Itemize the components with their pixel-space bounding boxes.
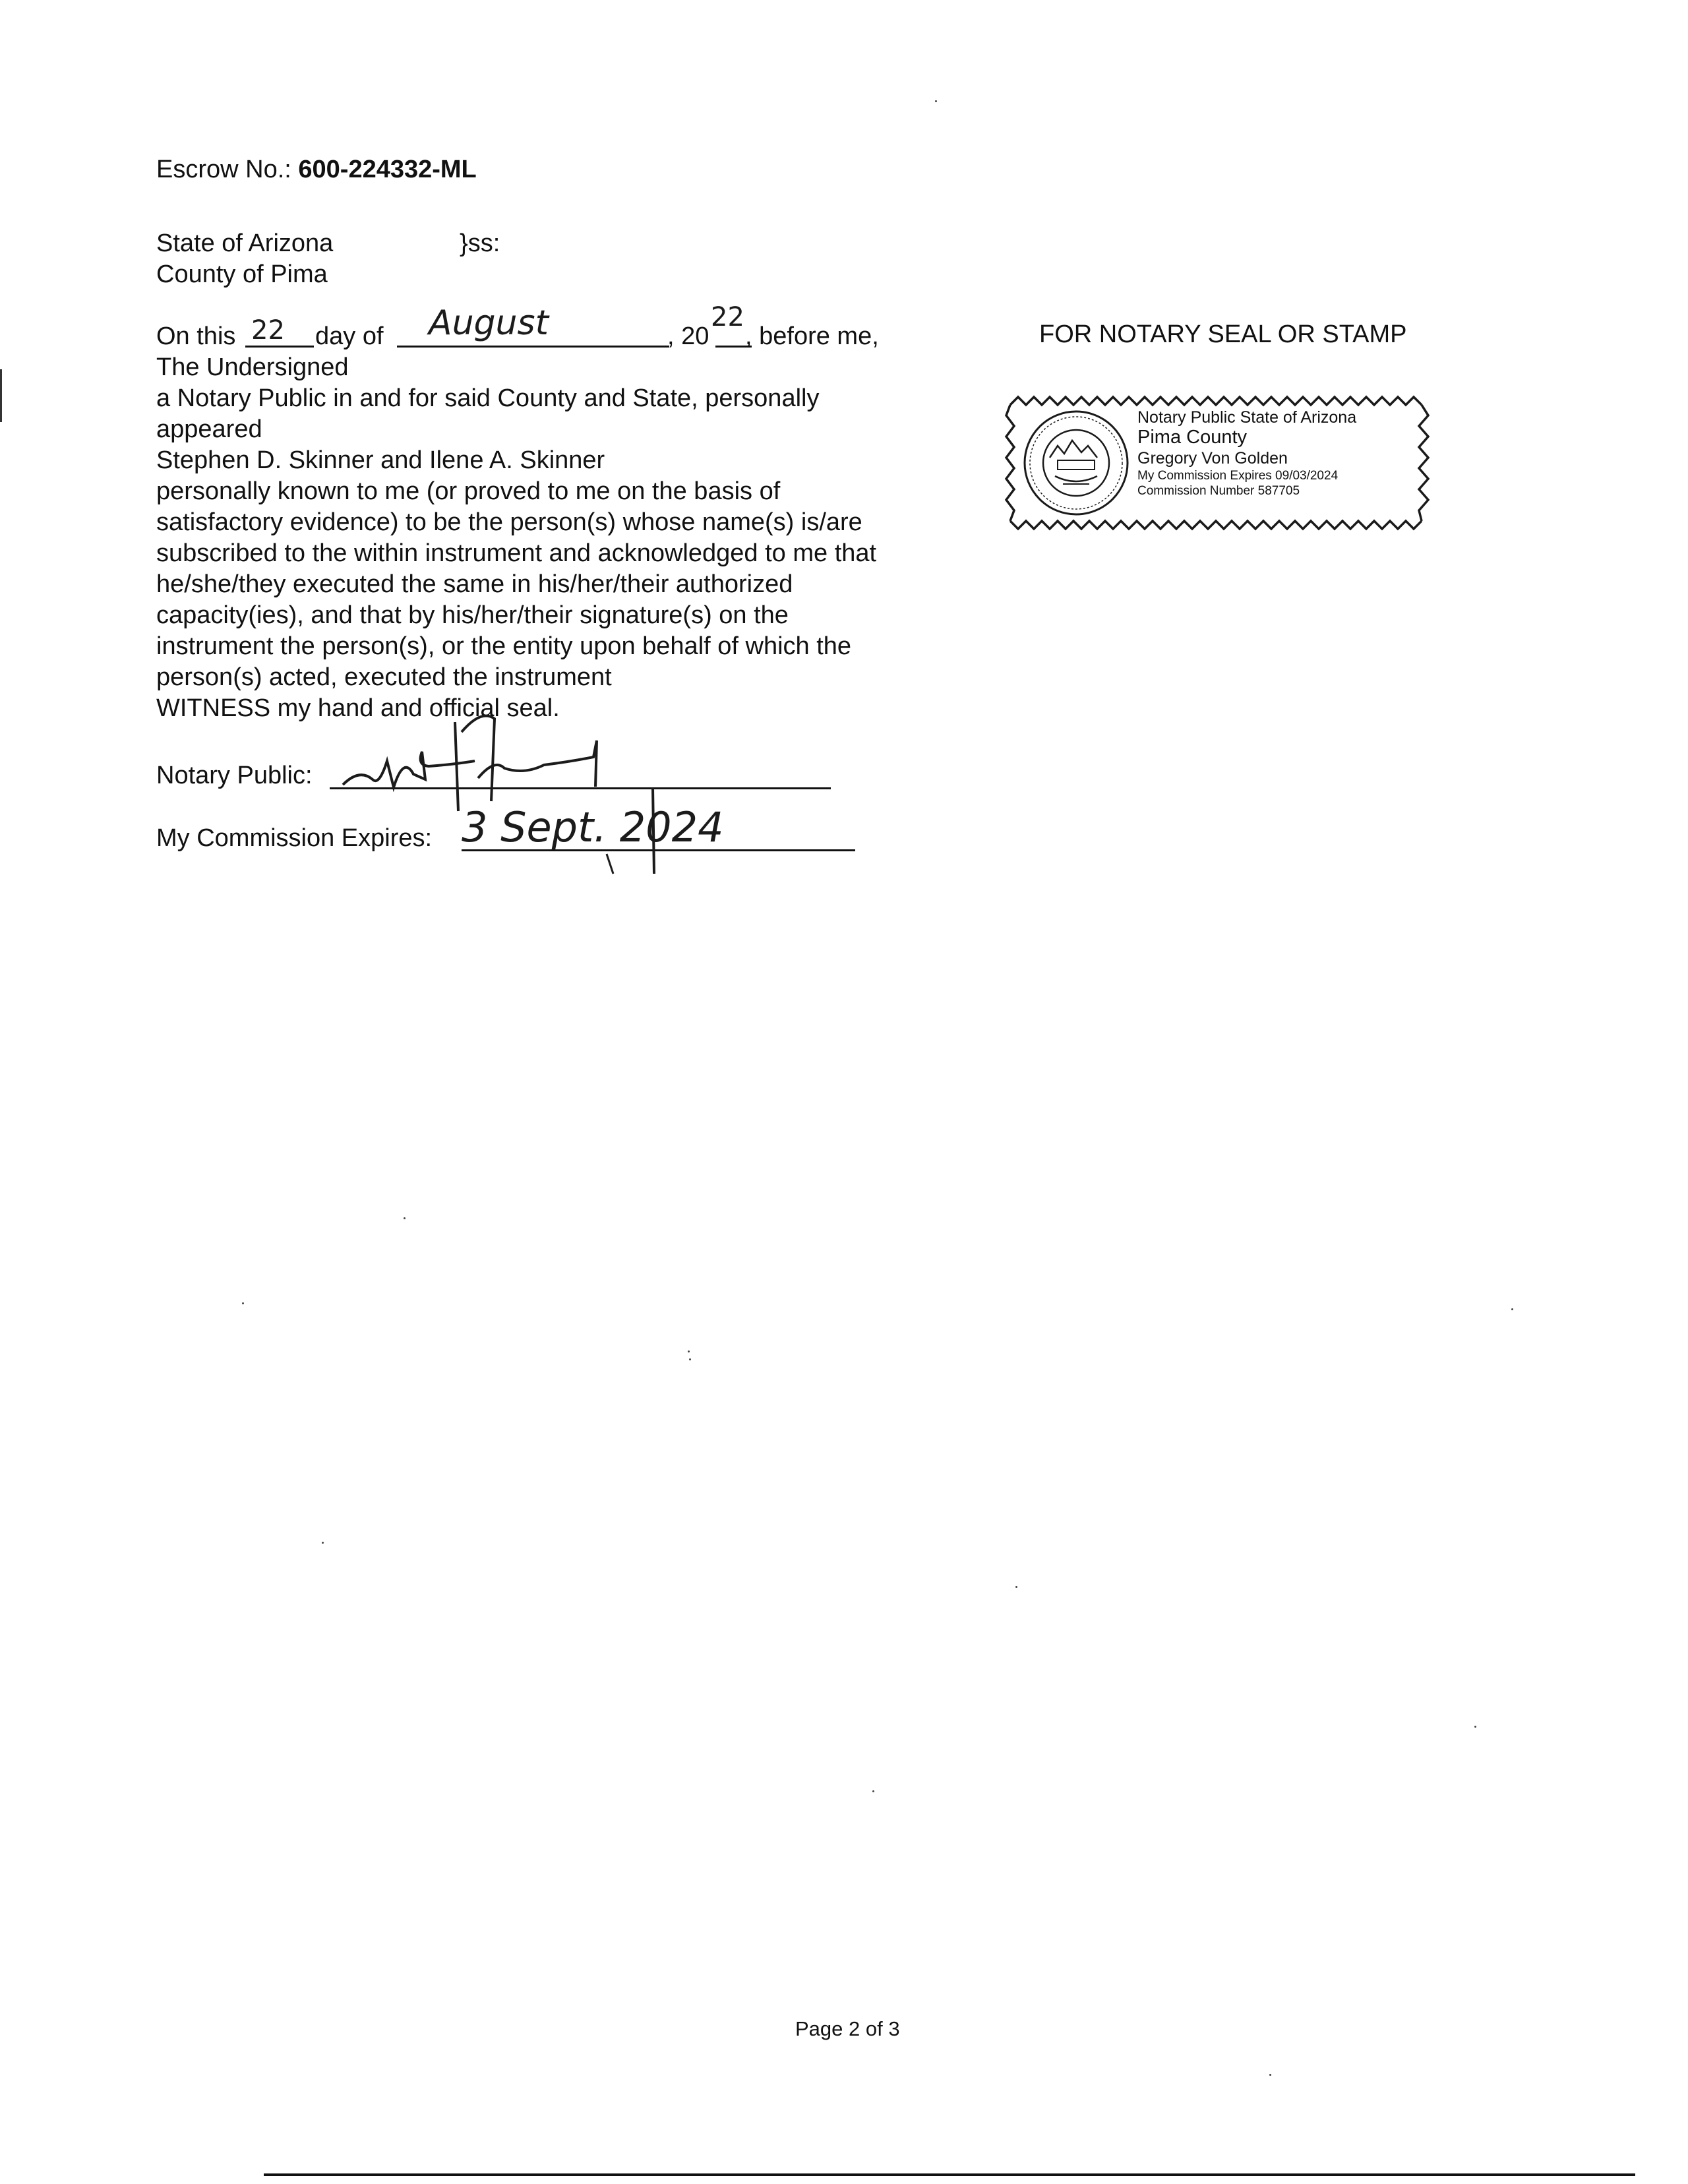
stamp-line-4: My Commission Expires 09/03/2024 <box>1137 469 1339 483</box>
scan-margin-mark <box>0 369 2 422</box>
handwritten-year: 22 <box>711 302 744 332</box>
ack-line-6: he/she/they executed the same in his/her/their authorized <box>156 570 793 598</box>
scan-speck <box>1511 1308 1513 1310</box>
undersigned: The Undersigned <box>156 353 349 381</box>
scan-speck <box>404 1217 406 1219</box>
scan-speck <box>1474 1726 1476 1728</box>
ack-line-7: capacity(ies), and that by his/her/their signature(s) on the <box>156 601 789 629</box>
escrow-number: 600-224332-ML <box>298 156 477 183</box>
bottom-edge-line <box>264 2173 1635 2176</box>
handwritten-month: August <box>429 303 549 343</box>
scan-speck <box>1015 1586 1017 1588</box>
before-me: , before me, <box>745 322 879 350</box>
expiry-flourish <box>593 788 673 877</box>
scan-speck <box>322 1542 324 1544</box>
day-blank <box>245 346 314 348</box>
venue-state: State of Arizona <box>156 229 334 257</box>
scan-speck <box>872 1790 874 1792</box>
state-seal-icon <box>1025 411 1128 514</box>
on-this-label: On this <box>156 322 236 350</box>
month-blank <box>397 346 669 348</box>
ack-line-4: satisfactory evidence) to be the person(s) whose name(s) is/are <box>156 508 862 536</box>
venue-county: County of Pima <box>156 260 328 288</box>
scan-speck <box>1269 2074 1271 2076</box>
ack-line-1: a Notary Public in and for said County and State, personally <box>156 384 820 412</box>
handwritten-expiry: 3 Sept. 2024 <box>462 803 724 851</box>
scan-speck <box>242 1302 244 1304</box>
ack-line-5: subscribed to the within instrument and acknowledged to me that <box>156 539 877 567</box>
commission-expires-label: My Commission Expires: <box>156 824 433 852</box>
notary-public-label: Notary Public: <box>156 762 313 789</box>
stamp-line-1: Notary Public State of Arizona <box>1137 408 1357 427</box>
notary-stamp-heading: FOR NOTARY SEAL OR STAMP <box>1039 320 1407 348</box>
handwritten-day: 22 <box>251 315 285 346</box>
stamp-line-3: Gregory Von Golden <box>1137 449 1288 468</box>
scan-speck <box>689 1358 691 1360</box>
page-number: Page 2 of 3 <box>795 2017 900 2040</box>
venue-ss: }ss: <box>460 229 500 257</box>
stamp-line-2: Pima County <box>1137 427 1248 448</box>
notary-stamp <box>1004 392 1431 534</box>
witness-line: WITNESS my hand and official seal. <box>156 694 560 722</box>
day-of-label: day of <box>315 322 384 350</box>
signer-names: Stephen D. Skinner and Ilene A. Skinner <box>156 446 605 474</box>
ack-line-9: person(s) acted, executed the instrument <box>156 663 612 691</box>
ack-line-8: instrument the person(s), or the entity upon behalf of which the <box>156 632 852 660</box>
escrow-line <box>156 154 477 185</box>
ack-line-2: appeared <box>156 415 262 443</box>
ack-line-3: personally known to me (or proved to me on the basis of <box>156 477 781 505</box>
stamp-line-5: Commission Number 587705 <box>1137 484 1300 498</box>
escrow-label: Escrow No.: <box>156 156 291 183</box>
year-prefix: , 20 <box>667 322 709 350</box>
scan-speck <box>688 1350 690 1352</box>
scan-speck <box>935 100 937 102</box>
